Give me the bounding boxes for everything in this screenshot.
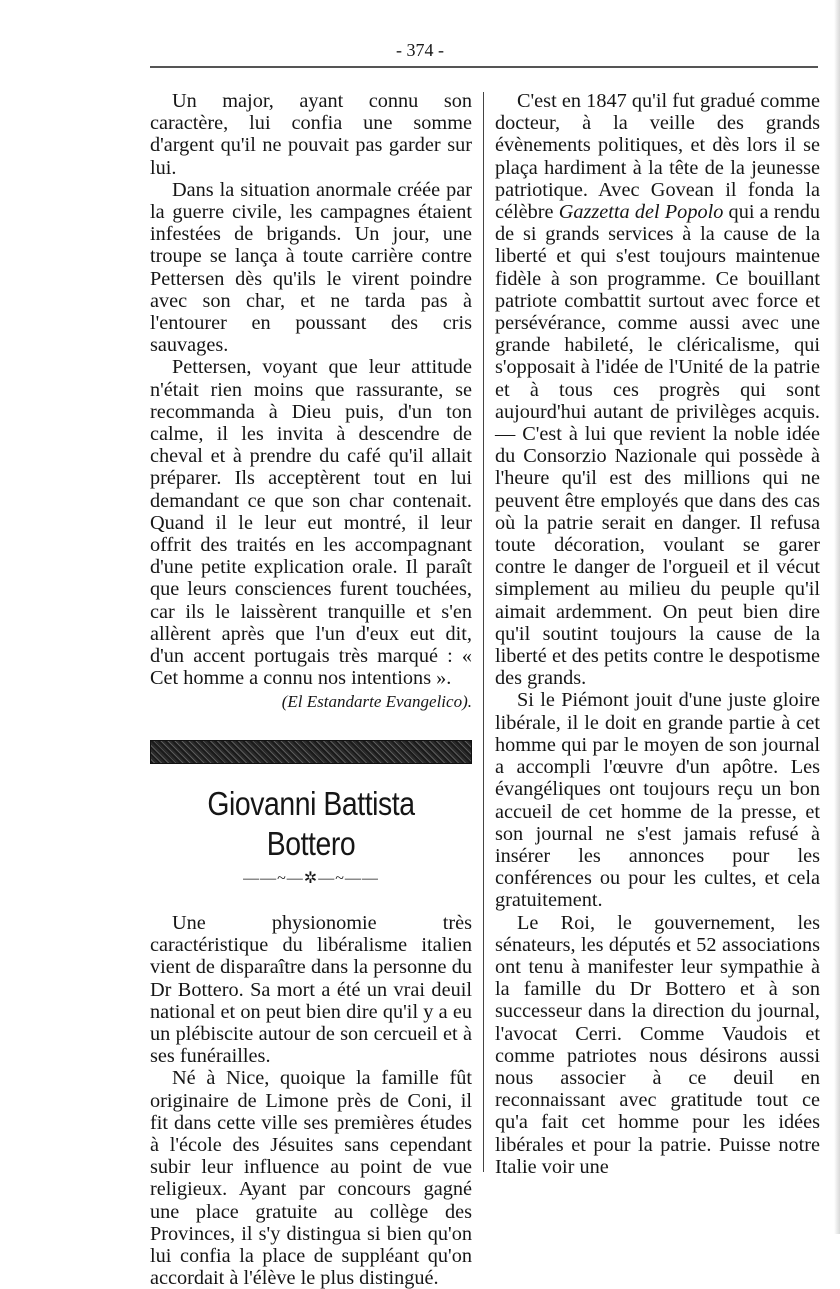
paragraph-text: qui a rendu de si grands services à la cause de la liberté et qui s'est toujours maintenue fidèle à son programme. Ce bouillant patriote combattit surtout avec force et persévérance, comme aussi avec une grande habileté, le cléricalisme, qui s'opposait à l'idée de l'Unité de la patrie et à tous ces progrès qui sont aujourd'hui autant de privilèges acquis. — C'est à lui que revient la noble idée du Consorzio Nazionale qui possède à l'heure qu'il est des millions qui ne peuvent être employés que dans des cas où la patrie serait en danger. Il refusa toute décoration, voulant se garer contre le danger de l'orgueil et il vécut simplement au milieu du peuple qu'il aimait ardemment. On peut bien dire qu'il soutint toujours la cause de la liberté et des petits contre le despotisme des grands. xyxy=(495,201,820,690)
paragraph: Une physionomie très caractéristique du libéralisme italien vient de disparaître dans la personne du Dr Bottero. Sa mort a été un vrai deuil national et on peut bien dire qu'il y a eu un plébiscite autour de son cercueil et à ses funérailles. xyxy=(150,911,472,1068)
paragraph: Si le Piémont jouit d'une juste gloire libérale, il le doit en grande partie à cet homme qui par le moyen de son journal a accompli l'œuvre d'un apôtre. Les évangéliques ont toujours reçu un bon accueil de cet homme de la presse, et son journal ne s'est jamais refusé à insérer les annonces pour les conférences ou pour les cultes, et cela gratuitement. xyxy=(495,689,820,912)
paragraph: Le Roi, le gouvernement, les sénateurs, les députés et 52 associations ont tenu à manifester leur sympathie à la famille du Dr Bottero et à son successeur dans la direction du journal, l'avocat Cerri. Comme Vaudois et comme patriotes nous désirons aussi nous associer à ce deuil en reconnaissant avec gratitude tout ce qu'a fait cet homme pour les idées libérales et pour la patrie. Puisse notre Italie voir une xyxy=(495,911,820,1178)
ornament-bar xyxy=(150,740,472,764)
paragraph xyxy=(495,90,820,689)
flourish-ornament: ——~—✲—~—— xyxy=(243,869,379,887)
paragraph: Dans la situation anormale créée par la guerre civile, les campagnes étaient infestées de brigands. Un jour, une troupe se lança à toute carrière contre Pettersen dès qu'ils le virent poindre avec son char, et ne tarda pas à l'entourer en poussant des cris sauvages. xyxy=(150,178,472,357)
newspaper-title: Gazzetta del Popolo xyxy=(558,201,724,224)
left-column xyxy=(150,90,472,1289)
paragraph-text: C'est en 1847 qu'il fut gradué comme docteur, à la veille des grands évènements politiques, et dès lors il se plaça hardiment à la tête de la jeunesse patriotique. Avec Govean il fonda la célèbre xyxy=(495,90,820,224)
right-column xyxy=(495,90,820,1178)
paragraph: Un major, ayant connu son caractère, lui confia une somme d'argent qu'il ne pouvait pas garder sur lui. xyxy=(150,90,472,179)
page-edge xyxy=(834,0,840,1234)
paragraph: Pettersen, voyant que leur attitude n'était rien moins que rassurante, se recommanda à Dieu puis, d'un ton calme, il les invita à descendre de cheval et à prendre du café qu'il allait préparer. Ils acceptèrent tout en lui demandant ce que son char contenait. Quand il le leur eut montré, il leur offrit des traités en les accompagnant d'une petite explication orale. Il paraît que leurs consciences furent touchées, car ils le laissèrent tranquille et s'en allèrent après que l'un d'eux eut dit, d'un accent portugais très marqué : « Cet homme a connu nos intentions ». xyxy=(150,356,472,690)
source-attribution: (El Estandarte Evangelico). xyxy=(281,692,472,712)
article-title: Giovanni Battista Bottero xyxy=(207,784,415,862)
header-rule xyxy=(150,66,818,68)
page-number: - 374 - xyxy=(396,40,444,60)
paragraph: Né à Nice, quoique la famille fût originaire de Limone près de Coni, il fit dans cette ville ses premières études à l'école des Jésuites sans cependant subir leur influence au point de vue religieux. Ayant par concours gagné une place gratuite au collège des Provinces, il s'y distingua si bien qu'on lui confia la place de suppléant qu'on accordait à l'élève le plus distingué. xyxy=(150,1067,472,1289)
column-divider xyxy=(483,92,484,1172)
